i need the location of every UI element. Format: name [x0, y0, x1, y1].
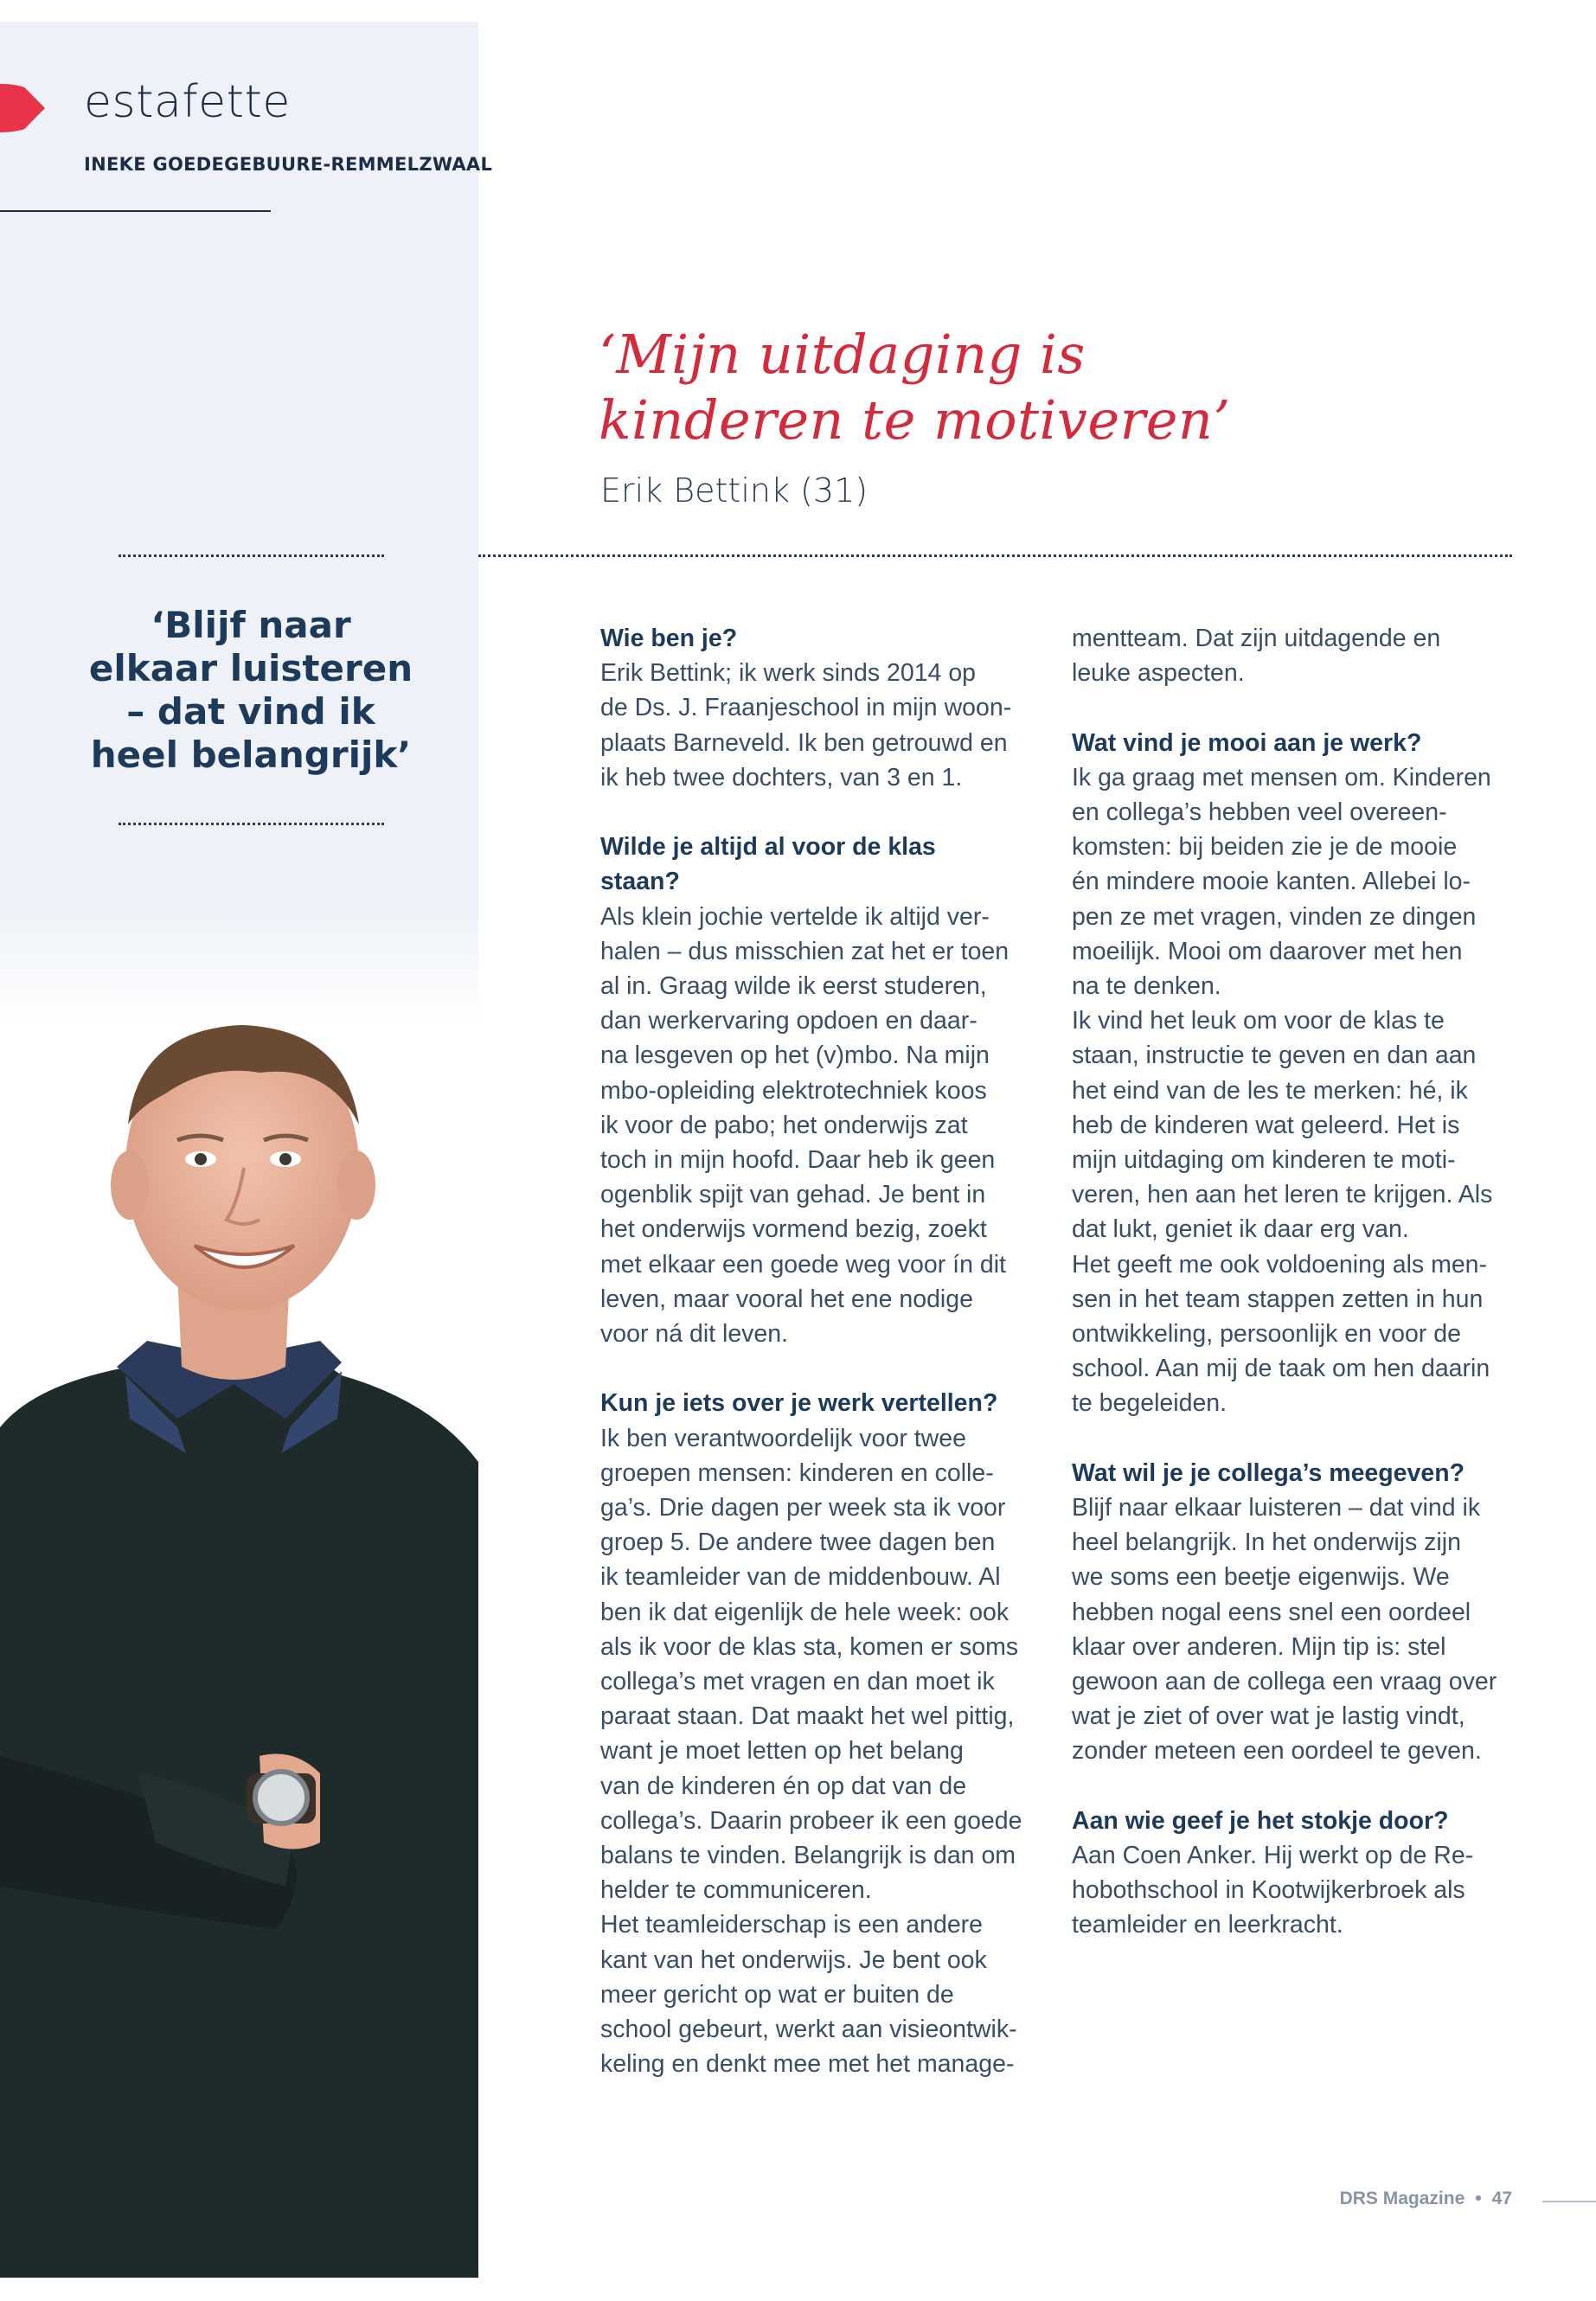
body-line: Ik ben verantwoordelijk voor twee [600, 1424, 966, 1452]
body-line: klaar over anderen. Mijn tip is: stel [1072, 1632, 1446, 1661]
question-heading: Wie ben je? [600, 625, 738, 652]
body-line: helder te communiceren. [600, 1876, 872, 1905]
body-line: kant van het onderwijs. Je bent ook [600, 1945, 987, 1974]
body-line: Het teamleiderschap is een andere [600, 1911, 984, 1939]
body-line: Aan Coen Anker. Hij werkt op de Re- [1072, 1842, 1474, 1870]
body-line: collega’s. Daarin probeer ik een goede [600, 1806, 1022, 1835]
body-line: heb de kinderen wat geleerd. Het is [1072, 1111, 1460, 1139]
body-line: groep 5. De andere twee dagen ben [600, 1529, 996, 1557]
body-line: de Ds. J. Fraanjeschool in mijn woon- [600, 694, 1012, 722]
body-line: als ik voor de klas sta, komen er soms [600, 1632, 1019, 1661]
body-line: komsten: bij beiden zie je de mooie [1072, 833, 1458, 862]
question-heading: staan? [600, 868, 680, 896]
body-line: het onderwijs vormend bezig, zoekt [600, 1215, 987, 1244]
paragraph-gap [600, 795, 1050, 830]
body-line: Als klein jochie vertelde ik altijd ver- [600, 902, 990, 931]
article-top-divider [478, 554, 1512, 557]
body-line: ik heb twee dochters, van 3 en 1. [600, 763, 963, 792]
body-line: veren, hen aan het leren te krijgen. Als [1072, 1181, 1493, 1209]
paragraph-gap [600, 1351, 1050, 1386]
article-column-left [600, 621, 1050, 2082]
body-line: van de kinderen én op dat van de [600, 1772, 967, 1800]
body-line: en collega’s hebben veel overeen- [1072, 798, 1447, 826]
footer-divider [1542, 2201, 1596, 2202]
body-line: mbo-opleiding elektrotechniek koos [600, 1076, 987, 1105]
body-line: hobothschool in Kootwijkerbroek als [1072, 1876, 1465, 1905]
body-line: Ik ga graag met mensen om. Kinderen [1072, 763, 1491, 792]
pullquote: ‘Blijf naar elkaar luisteren – dat vind ik heel belangrijk’ [88, 604, 413, 776]
question-heading: Wilde je altijd al voor de klas [600, 833, 936, 862]
body-line: mentteam. Dat zijn uitdagende en [1072, 625, 1441, 652]
body-line: pen ze met vragen, vinden ze dingen [1072, 902, 1477, 931]
headline [599, 322, 1291, 453]
body-line: halen – dus misschien zat het er toen [600, 937, 1010, 965]
body-line: ik teamleider van de middenbouw. Al [600, 1563, 1001, 1592]
body-line: ontwikkeling, persoonlijk en voor de [1072, 1320, 1461, 1349]
magazine-name: DRS Magazine [1339, 2189, 1465, 2208]
body-line: teamleider en leerkracht. [1072, 1911, 1343, 1939]
headline-line-1: ‘Mijn uitdaging is [599, 323, 1086, 386]
body-line: school gebeurt, werkt aan visieontwik- [600, 2016, 1017, 2044]
body-line: moeilijk. Mooi om daarover met hen [1072, 937, 1463, 965]
section-label: estafette [84, 76, 291, 128]
body-line: ga’s. Drie dagen per week sta ik voor [600, 1494, 1006, 1522]
body-line: het eind van de les te merken: hé, ik [1072, 1076, 1468, 1105]
body-line: wat je ziet of over wat je lastig vindt, [1072, 1702, 1465, 1731]
question-heading: Kun je iets over je werk vertellen? [600, 1389, 998, 1418]
author-credit: INEKE GOEDEGEBUURE-REMMELZWAAL [84, 154, 493, 175]
body-line: te begeleiden. [1072, 1389, 1227, 1418]
body-line: leven, maar vooral het ene nodige [600, 1285, 973, 1313]
body-line: al in. Graag wilde ik eerst studeren, [600, 972, 987, 1001]
body-line: paraat staan. Dat maakt het wel pittig, [600, 1702, 1015, 1731]
paragraph-gap [1072, 1421, 1522, 1456]
body-line: Erik Bettink; ik werk sinds 2014 op [600, 659, 977, 688]
body-line: plaats Barneveld. Ik ben getrouwd en [600, 728, 1008, 757]
page-footer [1340, 2189, 1512, 2209]
body-line: collega’s met vragen en dan moet ik [600, 1668, 995, 1696]
pullquote-bottom-divider [119, 823, 384, 825]
body-line: ben ik dat eigenlijk de hele week: ook [600, 1598, 1010, 1626]
body-line: gewoon aan de collega een vraag over [1072, 1668, 1497, 1696]
body-line: school. Aan mij de taak om hen daarin [1072, 1355, 1490, 1383]
body-line: met elkaar een goede weg voor ín dit [600, 1250, 1006, 1279]
article-column-right [1072, 621, 1522, 1943]
body-line: na te denken. [1072, 972, 1221, 1001]
body-line: toch in mijn hoofd. Daar heb ik geen [600, 1146, 996, 1175]
body-line: meer gericht op wat er buiten de [600, 1980, 954, 2009]
body-line: Blijf naar elkaar luisteren – dat vind ik [1072, 1494, 1481, 1522]
headline-line-2: kinderen te motiveren’ [599, 388, 1231, 452]
pullquote-top-divider [119, 554, 384, 557]
header-divider [0, 210, 271, 212]
body-line: staan, instructie te geven en dan aan [1072, 1042, 1477, 1070]
body-line: sen in het team stappen zetten in hun [1072, 1285, 1484, 1313]
portrait-photo [0, 1012, 478, 2278]
body-line: heel belangrijk. In het onderwijs zijn [1072, 1529, 1461, 1557]
body-line: na lesgeven op het (v)mbo. Na mijn [600, 1042, 990, 1070]
body-line: we soms een beetje eigenwijs. We [1072, 1563, 1450, 1592]
interviewee-name: Erik Bettink (31) [600, 471, 869, 510]
footer-separator: • [1475, 2189, 1482, 2208]
question-heading: Wat vind je mooi aan je werk? [1072, 728, 1422, 757]
body-line: ogenblik spijt van gehad. Je bent in [600, 1181, 986, 1209]
body-line: mijn uitdaging om kinderen te moti- [1072, 1146, 1456, 1175]
body-line: keling en denkt mee met het manage- [600, 2050, 1015, 2079]
paragraph-gap [1072, 1769, 1522, 1804]
body-line: Ik vind het leuk om voor de klas te [1072, 1007, 1445, 1035]
question-heading: Wat wil je je collega’s meegeven? [1072, 1458, 1465, 1487]
paragraph-gap [1072, 690, 1522, 725]
page-number: 47 [1491, 2189, 1512, 2208]
body-line: Het geeft me ook voldoening als men- [1072, 1250, 1488, 1279]
body-line: én mindere mooie kanten. Allebei lo- [1072, 868, 1471, 896]
body-line: groepen mensen: kinderen en colle- [600, 1458, 994, 1487]
body-line: want je moet letten op het belang [600, 1737, 964, 1766]
body-line: zonder meteen een oordeel te geven. [1072, 1737, 1482, 1766]
body-line: hebben nogal eens snel een oordeel [1072, 1598, 1471, 1626]
question-heading: Aan wie geef je het stokje door? [1072, 1806, 1449, 1835]
body-line: ik voor de pabo; het onderwijs zat [600, 1111, 968, 1139]
body-line: voor ná dit leven. [600, 1320, 789, 1349]
body-line: leuke aspecten. [1072, 659, 1245, 688]
body-line: dat lukt, geniet ik daar erg van. [1072, 1215, 1409, 1244]
body-line: dan werkervaring opdoen en daar- [600, 1007, 977, 1035]
body-line: balans te vinden. Belangrijk is dan om [600, 1842, 1016, 1870]
